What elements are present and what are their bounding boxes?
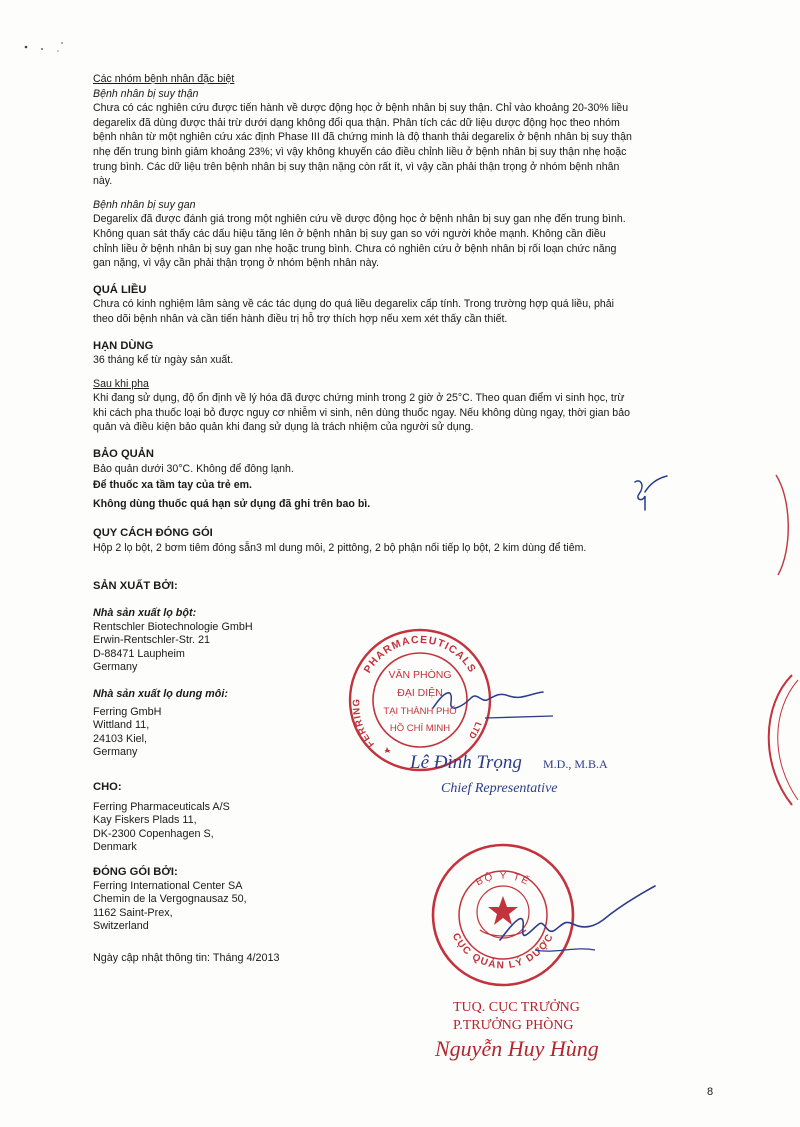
after-reconstitution-line: Khi đang sử dụng, độ ổn định về lý hóa đã được chứng minh trong 2 giờ ở 25°C. Theo quan điểm vi sinh học, trừ [93,392,625,405]
stamp1-center-line: HỒ CHÍ MINH [389,723,451,734]
storage-heading: BẢO QUẢN [93,448,154,461]
document-body [93,72,693,966]
hepatic-line: Degarelix đã được đánh giá trong một nghiên cứu về dược động học ở bệnh nhân bị suy gan nhẹ đến trung bình. [93,213,626,226]
renal-line: Chưa có các nghiên cứu được tiến hành về dược động học ở bệnh nhân bị suy thận. Chỉ vào khoảng 20-30% liều [93,102,629,115]
packaging-heading: QUY CÁCH ĐÓNG GÓI [93,527,213,540]
renal-line: trung bình. Các dữ liệu trên bệnh nhân bị suy thận nặng còn rất ít, vì vậy cần phải thận trọng ở nhóm bệnh nhân [93,160,620,173]
stamp2-ring-top: BỘ Y TẾ [474,870,532,889]
storage-warning-expiry: Không dùng thuốc quá hạn sử dụng đã ghi trên bao bì. [93,498,371,511]
packaging-text: Hộp 2 lọ bột, 2 bơm tiêm đóng sẵn3 ml dung môi, 2 pittông, 2 bộ phận nối tiếp lọ bột, 2 kim dùng để tiêm. [93,541,587,554]
stamp1-ring-left: FERRING [351,697,377,750]
shelf-life-heading: HẠN DÙNG [93,339,154,352]
storage-warning-children: Để thuốc xa tầm tay của trẻ em. [93,479,252,492]
renal-line: nhẹ đến trung bình giảm khoảng 23%; vì vậy không khuyến cáo điều chỉnh liều ở bệnh nhân bị suy thận nhẹ hoặc [93,145,627,158]
solvent-manufacturer-label: Nhà sản xuất lọ dung môi: [93,688,228,700]
after-reconstitution-title: Sau khi pha [93,377,149,390]
hepatic-title: Bệnh nhân bị suy gan [93,198,196,211]
director-signature [495,880,665,970]
hepatic-line: gan nặng, vì vậy cần phải thận trọng ở nhóm bệnh nhân này. [93,257,379,270]
address-line: Rentschler Biotechnologie GmbH [93,620,253,633]
hepatic-line: Không quan sát thấy các dấu hiệu tăng lên ở bệnh nhân bị suy gan so với người khỏe mạnh. Không cần điều [93,227,606,240]
stamp1-center-line: ĐẠI DIỆN [397,687,443,699]
page-number: 8 [707,1086,714,1098]
shelf-life-text: 36 tháng kể từ ngày sản xuất. [93,354,234,367]
manufacturer-heading: SẢN XUẤT BỞI: [93,580,178,593]
hepatic-line: chỉnh liều ở bệnh nhân bị suy gan nhẹ hoặc trung bình. Chưa có nghiên cứu ở bệnh nhân bị rối loạn chức năng [93,242,617,255]
scan-specks [20,35,80,55]
stamp1-ring-right: LTD [466,720,484,741]
address-line: Ferring Pharmaceuticals A/S [93,800,230,813]
address-line: Germany [93,661,138,674]
representative-name: Lê Đình Trọng [410,752,522,773]
stamp1-center-line: TẠI THÀNH PHỐ [383,706,457,717]
address-line: Erwin-Rentschler-Str. 21 [93,634,211,647]
update-date: Ngày cập nhật thông tin: Tháng 4/2013 [93,951,280,964]
address-line: Chemin de la Vergognausaz 50, [93,893,247,906]
edge-mark [770,470,800,580]
address-line: Ferring GmbH [93,705,162,718]
edge-stamp-fragment [752,670,800,810]
address-line: Germany [93,746,138,759]
after-reconstitution-line: khi cách pha thuốc loại bỏ được nguy cơ nhiễm vi sinh, nên dùng thuốc ngay. Nếu không dùng ngay, thời gian bảo [93,406,630,419]
address-line: 24103 Kiel, [93,732,148,745]
address-line: 1162 Saint-Prex, [93,906,173,919]
overdose-line: Chưa có kinh nghiệm lâm sàng về các tác dụng do quá liều degarelix cấp tính. Trong trường hợp quá liều, phải [93,298,615,311]
address-line: Denmark [93,841,137,854]
authority-title-2: P.TRƯỞNG PHÒNG [453,1018,574,1033]
storage-text: Bảo quản dưới 30°C. Không để đông lạnh. [93,462,294,475]
authority-title-1: TUQ. CỤC TRƯỞNG [453,1000,580,1015]
overdose-heading: QUÁ LIỀU [93,283,147,296]
address-line: Wittland 11, [93,719,150,732]
representative-degree: M.D., M.B.A [543,757,608,771]
address-line: Switzerland [93,920,149,933]
after-reconstitution-line: quản và điều kiện bảo quản khi đang sử dụng là trách nhiệm của người sử dụng. [93,421,474,434]
representative-signature [425,680,565,730]
renal-line: degarelix đã dùng được thải trừ dưới dạng không đổi qua thận. Phân tích các dữ liệu dược động học theo nhóm [93,116,620,129]
address-line: D-88471 Laupheim [93,647,185,660]
stamp1-center-line: VĂN PHÒNG [388,669,452,681]
stamp1-ring-top: PHARMACEUTICALS [361,633,479,676]
address-line: Kay Fiskers Plads 11, [93,814,197,827]
address-line: DK-2300 Copenhagen S, [93,827,214,840]
overdose-line: theo dõi bệnh nhân và cần tiến hành điều trị hỗ trợ thích hợp nếu xem xét thấy cần thiết. [93,312,508,325]
authority-name: Nguyễn Huy Hùng [435,1036,599,1061]
representative-role: Chief Representative [441,781,558,796]
packed-by-heading: ĐÓNG GÓI BỞI: [93,865,178,878]
special-groups-heading: Các nhóm bệnh nhân đặc biệt [93,73,235,85]
renal-line: này. [93,175,113,188]
for-heading: CHO: [93,780,122,793]
stamp2-ring-bottom: CỤC QUẢN LÝ DƯỢC [449,931,557,972]
renal-title: Bệnh nhân bị suy thận [93,87,199,100]
initials-signature [625,470,685,520]
powder-manufacturer-label: Nhà sản xuất lọ bột: [93,607,197,620]
renal-line: bệnh nhân từ một nghiên cứu xác định Phase III đã chứng minh là độ thanh thải degarelix ở bệnh nhân bị suy thận [93,131,632,144]
address-line: Ferring International Center SA [93,879,243,892]
